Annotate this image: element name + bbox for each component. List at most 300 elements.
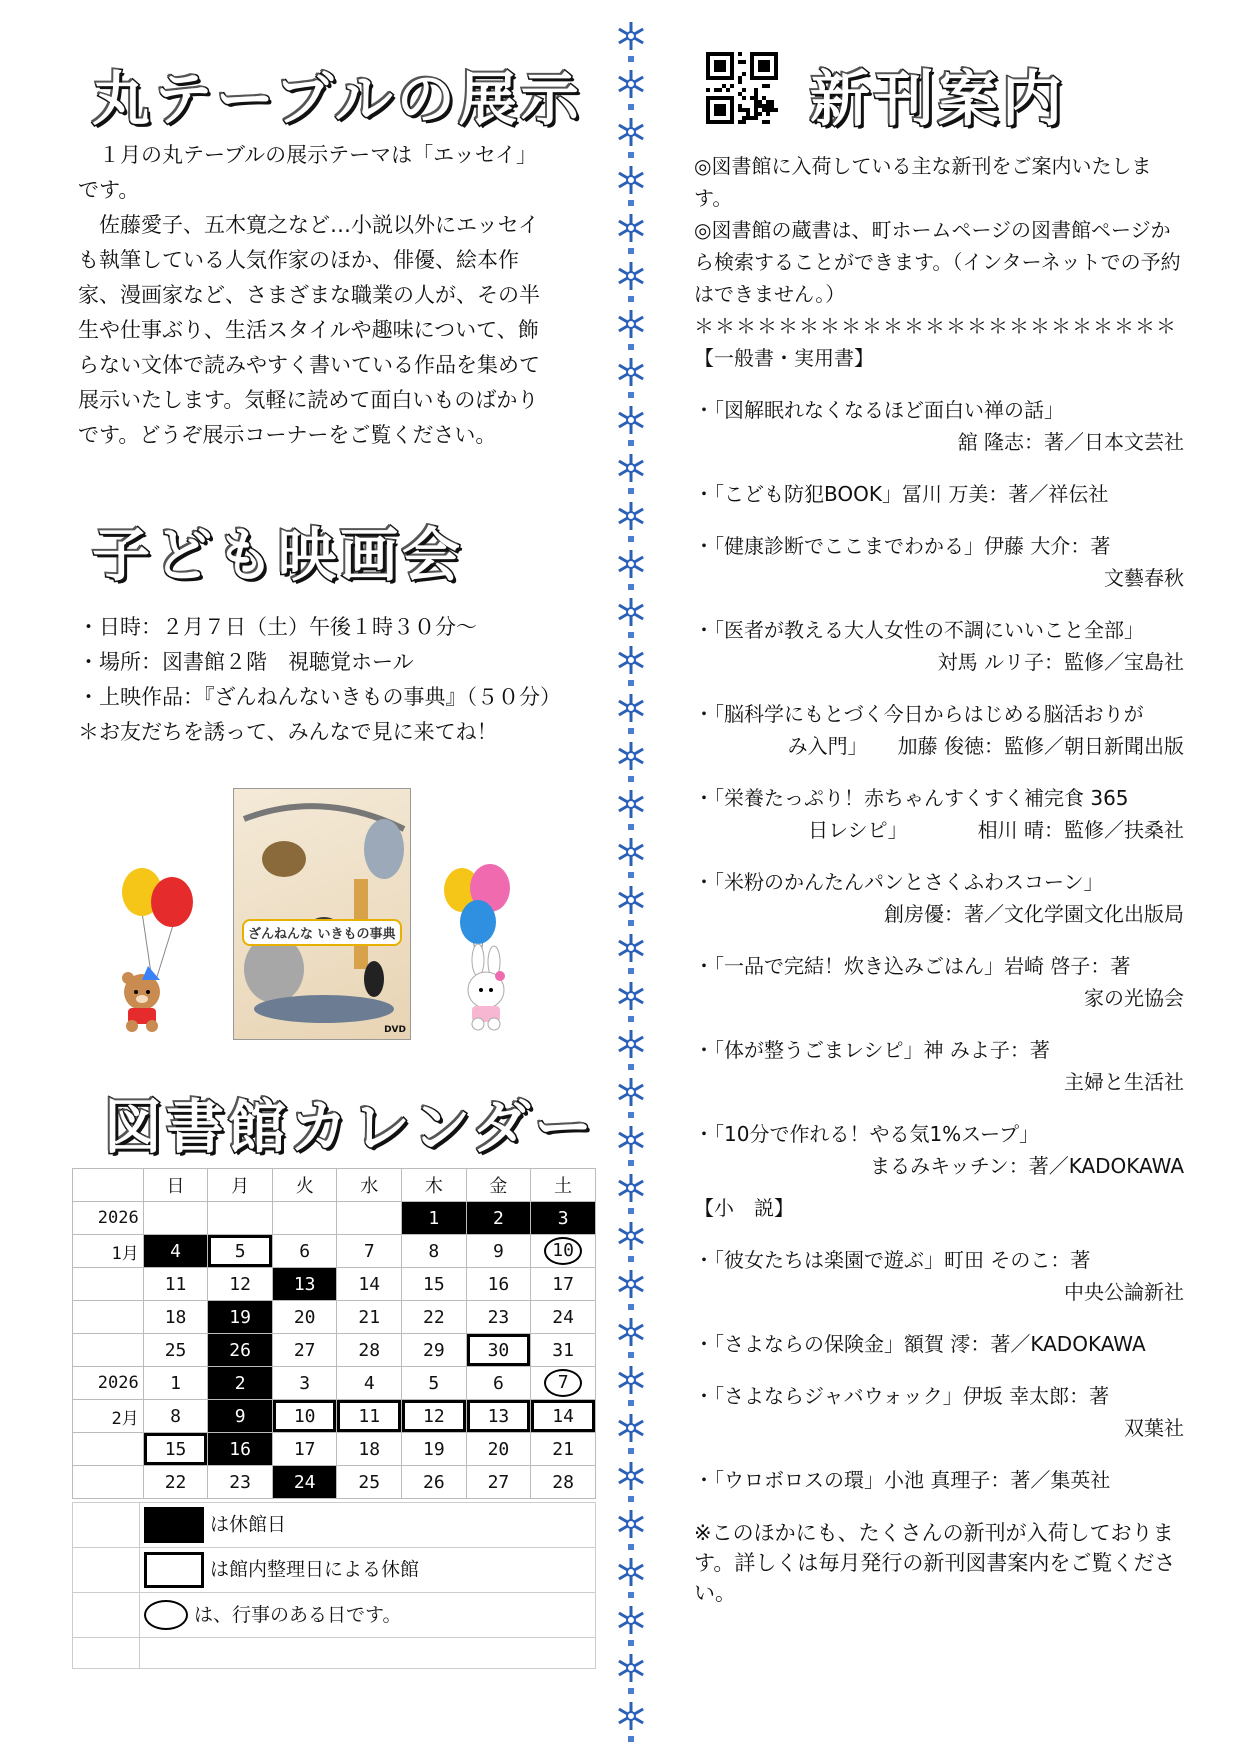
new-books-title: 新刊案内 bbox=[810, 65, 1066, 135]
calendar-day-cell bbox=[143, 1268, 208, 1301]
calendar-day-cell bbox=[531, 1433, 596, 1466]
calendar-day-cell bbox=[466, 1235, 531, 1268]
divider-dot bbox=[628, 536, 634, 542]
calendar-day-cell bbox=[272, 1367, 337, 1400]
stars-separator: ＊＊＊＊＊＊＊＊＊＊＊＊＊＊＊＊＊＊＊＊＊＊＊ bbox=[694, 314, 1177, 338]
book-author: 舘 隆志：著／日本文芸社 bbox=[957, 430, 1184, 454]
book-author: み入門」 加藤 俊徳：監修／朝日新聞出版 bbox=[787, 734, 1184, 758]
calendar-day-cell bbox=[337, 1334, 402, 1367]
snowflake-icon bbox=[619, 1318, 643, 1346]
snowflake-icon bbox=[619, 1030, 643, 1058]
calendar-day-number: 2 bbox=[234, 1372, 246, 1394]
snowflake-icon bbox=[619, 358, 643, 386]
library-calendar bbox=[72, 1168, 596, 1499]
new-books-section bbox=[694, 150, 1184, 1608]
legend-event-label: は、行事のある日です。 bbox=[194, 1603, 402, 1626]
calendar-day-number: 1 bbox=[428, 1207, 440, 1229]
calendar-day-cell bbox=[531, 1235, 596, 1268]
book-title: ・「さよならの保険金」額賀 澪：著／KADOKAWA bbox=[694, 1332, 1146, 1356]
general-book-list bbox=[694, 394, 1184, 1182]
weekday-mon: 月 bbox=[208, 1169, 273, 1202]
legend-spacer bbox=[73, 1638, 140, 1669]
dvd-cover bbox=[233, 788, 411, 1040]
divider-dot bbox=[628, 1496, 634, 1502]
calendar-day-number: 17 bbox=[552, 1273, 574, 1295]
calendar-day-number: 20 bbox=[487, 1438, 510, 1460]
calendar-day-number: 5 bbox=[234, 1240, 246, 1262]
weekday-sun: 日 bbox=[143, 1169, 208, 1202]
divider-dot bbox=[628, 1256, 634, 1262]
calendar-day-cell bbox=[402, 1334, 467, 1367]
legend-closed-label: は休館日 bbox=[210, 1513, 287, 1536]
book-author: 対馬 ルリ子：監修／宝島社 bbox=[937, 650, 1184, 674]
calendar-day-cell bbox=[466, 1301, 531, 1334]
calendar-row-label bbox=[73, 1301, 144, 1334]
book-author: 文藝春秋 bbox=[1104, 566, 1184, 590]
divider-dot bbox=[628, 248, 634, 254]
calendar-day-number: 10 bbox=[293, 1405, 316, 1427]
snowflake-icon bbox=[619, 1270, 643, 1298]
divider-dot bbox=[628, 680, 634, 686]
book-title: ・「こども防犯BOOK」冨川 万美：著／祥伝社 bbox=[694, 482, 1109, 506]
calendar-day-number: 26 bbox=[423, 1471, 445, 1493]
calendar-day-cell bbox=[208, 1367, 273, 1400]
book-entry bbox=[694, 478, 1184, 510]
calendar-title: 図書館カレンダー bbox=[104, 1093, 597, 1161]
calendar-day-cell bbox=[208, 1433, 273, 1466]
book-entry bbox=[694, 1380, 1184, 1444]
calendar-row-label bbox=[73, 1433, 144, 1466]
divider-dot bbox=[628, 488, 634, 494]
calendar-row-label: 2月 bbox=[73, 1400, 144, 1433]
calendar-row-label bbox=[73, 1466, 144, 1499]
divider-dot bbox=[628, 1448, 634, 1454]
snowflake-icon bbox=[619, 214, 643, 242]
divider-dot bbox=[628, 584, 634, 590]
snowflake-icon bbox=[619, 454, 643, 482]
calendar-day-cell bbox=[402, 1268, 467, 1301]
legend-event bbox=[140, 1593, 596, 1638]
calendar-day-number: 15 bbox=[164, 1438, 187, 1460]
exhibit-paragraph-1: １月の丸テーブルの展示テーマは「エッセイ」です。 bbox=[78, 143, 538, 202]
book-entry bbox=[694, 1034, 1184, 1098]
novel-book-list bbox=[694, 1244, 1184, 1496]
movie-info bbox=[78, 610, 608, 750]
calendar-day-number: 25 bbox=[358, 1471, 381, 1493]
book-author: 日レシピ」 相川 晴：監修／扶桑社 bbox=[808, 818, 1184, 842]
snowflake-icon bbox=[619, 982, 643, 1010]
snowflake-icon bbox=[619, 598, 643, 626]
calendar-day-number: 23 bbox=[487, 1306, 510, 1328]
calendar-day-cell bbox=[402, 1367, 467, 1400]
book-author: 主婦と生活社 bbox=[1064, 1070, 1184, 1094]
animals-illustration bbox=[234, 789, 410, 1039]
calendar-row-label: 2026 bbox=[73, 1202, 144, 1235]
calendar-day-number: 2 bbox=[493, 1207, 504, 1229]
calendar-day-cell bbox=[531, 1400, 596, 1433]
snowflake-icon bbox=[619, 502, 643, 530]
calendar-day-cell bbox=[337, 1367, 402, 1400]
calendar-day-number: 14 bbox=[358, 1273, 381, 1295]
calendar-day-cell bbox=[466, 1367, 531, 1400]
closed-swatch bbox=[144, 1507, 204, 1543]
weekday-tue: 火 bbox=[272, 1169, 337, 1202]
calendar-day-cell bbox=[531, 1301, 596, 1334]
legend-spacer bbox=[73, 1593, 140, 1638]
calendar-day-number: 12 bbox=[229, 1273, 251, 1295]
snowflake-icon bbox=[619, 1654, 643, 1682]
event-circle-icon bbox=[144, 1600, 188, 1630]
snowflake-icon bbox=[619, 22, 643, 50]
divider-dot bbox=[628, 1016, 634, 1022]
calendar-week-row bbox=[73, 1268, 596, 1301]
calendar-day-cell bbox=[143, 1400, 208, 1433]
divider-dot bbox=[628, 1592, 634, 1598]
calendar-day-cell bbox=[272, 1301, 337, 1334]
book-entry bbox=[694, 1244, 1184, 1308]
calendar-day-number: 12 bbox=[423, 1405, 445, 1427]
calendar-day-number: 8 bbox=[428, 1240, 440, 1262]
calendar-day-cell bbox=[337, 1202, 402, 1235]
book-author: 家の光協会 bbox=[1084, 986, 1184, 1010]
calendar-day-cell bbox=[337, 1433, 402, 1466]
calendar-day-number: 4 bbox=[170, 1240, 181, 1262]
movie-title: 子ども映画会 bbox=[92, 521, 465, 589]
exhibit-paragraph-2: 佐藤愛子、五木寛之など…小説以外にエッセイも執筆している人気作家のほか、俳優、絵本作家、漫画家など、さまざまな職業の人が、その半生や仕事ぶり、生活スタイルや趣味について、飾らない文体で読みやすく書いている作品を集めて展示いたします。気軽に読めて面白いものばかりです。どうぞ展示コーナーをご覧ください。 bbox=[78, 213, 540, 447]
novel-heading: 【小 説】 bbox=[694, 1196, 794, 1220]
snowflake-icon bbox=[619, 934, 643, 962]
book-entry bbox=[694, 1328, 1184, 1360]
divider-dot bbox=[628, 728, 634, 734]
book-entry bbox=[694, 530, 1184, 594]
calendar-day-cell bbox=[531, 1202, 596, 1235]
calendar-day-cell bbox=[208, 1301, 273, 1334]
book-entry bbox=[694, 394, 1184, 458]
legend-blank bbox=[140, 1638, 596, 1669]
calendar-day-number: 19 bbox=[423, 1438, 445, 1460]
snowflake-icon bbox=[619, 262, 643, 290]
snowflake-icon bbox=[619, 1414, 643, 1442]
legend-closed bbox=[140, 1503, 596, 1548]
divider-dot bbox=[628, 200, 634, 206]
divider-dot bbox=[628, 1640, 634, 1646]
divider-dot bbox=[628, 776, 634, 782]
snowflake-icon bbox=[619, 1462, 643, 1490]
book-title: ・「医者が教える大人女性の不調にいいこと全部」 bbox=[694, 618, 1144, 642]
calendar-day-number: 9 bbox=[493, 1240, 504, 1262]
calendar-week-row bbox=[73, 1466, 596, 1499]
calendar-day-number: 13 bbox=[487, 1405, 510, 1427]
divider-dot bbox=[628, 392, 634, 398]
book-title: ・「一品で完結！炊き込みごはん」岩崎 啓子：著 bbox=[694, 954, 1131, 978]
calendar-day-cell bbox=[272, 1400, 337, 1433]
snowflake-icon bbox=[619, 1558, 643, 1586]
divider-dot bbox=[628, 872, 634, 878]
divider-dot bbox=[628, 1688, 634, 1694]
calendar-day-number: 16 bbox=[487, 1273, 510, 1295]
calendar-day-cell bbox=[272, 1202, 337, 1235]
movie-date: ・日時：２月７日（土）午後１時３０分～ bbox=[78, 615, 477, 639]
calendar-day-cell bbox=[466, 1466, 531, 1499]
weekday-wed: 水 bbox=[337, 1169, 402, 1202]
snowflake-icon bbox=[619, 166, 643, 194]
calendar-day-number: 3 bbox=[299, 1372, 311, 1394]
book-title: ・「さよならジャバウォック」伊坂 幸太郎：著 bbox=[694, 1384, 1110, 1408]
divider-dot bbox=[628, 1208, 634, 1214]
snowflake-icon bbox=[619, 1702, 643, 1730]
snowflake-icon bbox=[619, 742, 643, 770]
calendar-day-cell bbox=[337, 1466, 402, 1499]
bunny-balloon-illustration bbox=[438, 862, 528, 1032]
snowflake-icon bbox=[619, 886, 643, 914]
calendar-day-number: 21 bbox=[358, 1306, 381, 1328]
bear-balloon-illustration bbox=[112, 862, 202, 1032]
calendar-day-number: 11 bbox=[358, 1405, 381, 1427]
book-entry bbox=[694, 698, 1184, 762]
book-entry bbox=[694, 614, 1184, 678]
calendar-day-cell bbox=[402, 1301, 467, 1334]
calendar-day-cell bbox=[272, 1235, 337, 1268]
calendar-row-label: 1月 bbox=[73, 1235, 144, 1268]
calendar-day-cell bbox=[466, 1433, 531, 1466]
intro-2: ◎図書館の蔵書は、町ホームページの図書館ページから検索することができます。（インターネットでの予約はできません。） bbox=[694, 218, 1181, 306]
book-entry bbox=[694, 782, 1184, 846]
exhibit-body bbox=[78, 138, 558, 453]
calendar-day-cell bbox=[402, 1466, 467, 1499]
calendar-day-number: 20 bbox=[293, 1306, 316, 1328]
calendar-day-number: 27 bbox=[293, 1339, 316, 1361]
weekday-sat: 土 bbox=[531, 1169, 596, 1202]
snowflake-icon bbox=[619, 1510, 643, 1538]
legend-spacer bbox=[73, 1548, 140, 1593]
calendar-day-cell bbox=[531, 1367, 596, 1400]
book-title: ・「米粉のかんたんパンとさくふわスコーン」 bbox=[694, 870, 1104, 894]
calendar-day-cell bbox=[208, 1400, 273, 1433]
calendar-day-cell bbox=[208, 1235, 273, 1268]
calendar-day-number: 22 bbox=[164, 1471, 187, 1493]
calendar-day-cell bbox=[272, 1433, 337, 1466]
calendar-day-number: 26 bbox=[229, 1339, 251, 1361]
book-title: ・「体が整うごまレシピ」神 みよ子：著 bbox=[694, 1038, 1050, 1062]
book-title: ・「10分で作れる！やる気1%スープ」 bbox=[694, 1122, 1040, 1146]
snowflake-icon bbox=[619, 1366, 643, 1394]
footer-note: ※このほかにも、たくさんの新刊が入荷しております。詳しくは毎月発行の新刊図書案内をご覧ください。 bbox=[694, 1521, 1176, 1605]
book-author: 創房優：著／文化学園文化出版局 bbox=[884, 902, 1184, 926]
divider-dot bbox=[628, 1544, 634, 1550]
snowflake-icon bbox=[619, 646, 643, 674]
book-entry bbox=[694, 950, 1184, 1014]
calendar-day-number: 14 bbox=[552, 1405, 574, 1427]
calendar-day-number: 6 bbox=[493, 1372, 504, 1394]
snowflake-icon bbox=[619, 70, 643, 98]
snowflake-icon bbox=[619, 118, 643, 146]
calendar-corner bbox=[73, 1169, 144, 1202]
calendar-day-cell bbox=[272, 1334, 337, 1367]
calendar-day-cell bbox=[143, 1334, 208, 1367]
snowflake-icon bbox=[619, 1174, 643, 1202]
divider-dot bbox=[628, 440, 634, 446]
exhibit-title: 丸テーブルの展示 bbox=[92, 65, 583, 133]
calendar-day-cell bbox=[143, 1235, 208, 1268]
divider-dot bbox=[628, 1064, 634, 1070]
book-entry bbox=[694, 1464, 1184, 1496]
calendar-day-number: 18 bbox=[164, 1306, 187, 1328]
calendar-day-cell bbox=[143, 1301, 208, 1334]
dvd-title: ざんねんな いきもの事典 bbox=[242, 919, 402, 946]
calendar-day-cell bbox=[466, 1268, 531, 1301]
calendar-week-row bbox=[73, 1400, 596, 1433]
calendar-day-number: 27 bbox=[487, 1471, 510, 1493]
snowflake-icon bbox=[619, 694, 643, 722]
calendar-day-cell bbox=[402, 1400, 467, 1433]
calendar-day-number: 8 bbox=[170, 1405, 181, 1427]
calendar-day-cell bbox=[337, 1301, 402, 1334]
legend-spacer bbox=[73, 1503, 140, 1548]
calendar-day-cell bbox=[402, 1202, 467, 1235]
snowflake-divider bbox=[612, 22, 650, 1752]
calendar-day-cell bbox=[143, 1367, 208, 1400]
calendar-week-row bbox=[73, 1433, 596, 1466]
calendar-day-number: 9 bbox=[234, 1405, 246, 1427]
divider-dot bbox=[628, 104, 634, 110]
calendar-day-cell bbox=[466, 1202, 531, 1235]
calendar-day-cell bbox=[531, 1466, 596, 1499]
calendar-row-label: 2026 bbox=[73, 1367, 144, 1400]
book-entry bbox=[694, 1118, 1184, 1182]
calendar-week-row bbox=[73, 1367, 596, 1400]
divider-dot bbox=[628, 1400, 634, 1406]
book-author: 中央公論新社 bbox=[1064, 1280, 1184, 1304]
calendar-day-number: 21 bbox=[552, 1438, 574, 1460]
book-title: ・「彼女たちは楽園で遊ぶ」町田 そのこ：著 bbox=[694, 1248, 1091, 1272]
snowflake-icon bbox=[619, 1606, 643, 1634]
snowflake-icon bbox=[619, 1222, 643, 1250]
divider-dot bbox=[628, 296, 634, 302]
calendar-day-number: 11 bbox=[164, 1273, 187, 1295]
calendar-day-number: 25 bbox=[164, 1339, 187, 1361]
book-author: まるみキッチン：著／KADOKAWA bbox=[870, 1154, 1184, 1178]
movie-work: ・上映作品：『ざんねんないきもの事典』（５０分） bbox=[78, 685, 561, 709]
calendar-day-number: 16 bbox=[229, 1438, 251, 1460]
dvd-badge: DVD bbox=[384, 1025, 406, 1035]
weekday-thu: 木 bbox=[402, 1169, 467, 1202]
movie-note: ＊お友だちを誘って、みんなで見に来てね！ bbox=[78, 720, 498, 744]
calendar-day-number: 29 bbox=[423, 1339, 445, 1361]
weekday-fri: 金 bbox=[466, 1169, 531, 1202]
calendar-day-number: 15 bbox=[423, 1273, 445, 1295]
calendar-day-number: 17 bbox=[293, 1438, 316, 1460]
divider-dot bbox=[628, 1352, 634, 1358]
snowflake-icon bbox=[619, 838, 643, 866]
calendar-row-label bbox=[73, 1334, 144, 1367]
book-author: 双葉社 bbox=[1124, 1416, 1184, 1440]
snowflake-icon bbox=[619, 1126, 643, 1154]
divider-dot bbox=[628, 1112, 634, 1118]
divider-dot bbox=[628, 1160, 634, 1166]
calendar-day-number: 22 bbox=[423, 1306, 445, 1328]
calendar-weekday-row bbox=[73, 1169, 596, 1202]
calendar-day-cell bbox=[531, 1334, 596, 1367]
calendar-day-cell bbox=[337, 1235, 402, 1268]
calendar-day-number: 7 bbox=[544, 1369, 582, 1397]
divider-dot bbox=[628, 920, 634, 926]
calendar-day-number: 30 bbox=[487, 1339, 510, 1361]
calendar-day-number: 23 bbox=[229, 1471, 251, 1493]
book-title: ・「栄養たっぷり！赤ちゃんすくすく補完食 365 bbox=[694, 786, 1129, 810]
calendar-day-cell bbox=[466, 1400, 531, 1433]
book-entry bbox=[694, 866, 1184, 930]
calendar-day-cell bbox=[402, 1235, 467, 1268]
calendar-day-cell bbox=[208, 1268, 273, 1301]
book-title: ・「健康診断でここまでわかる」伊藤 大介：著 bbox=[694, 534, 1111, 558]
calendar-day-number: 18 bbox=[358, 1438, 381, 1460]
book-title: ・「ウロボロスの環」小池 真理子：著／集英社 bbox=[694, 1468, 1111, 1492]
snowflake-icon bbox=[619, 790, 643, 818]
divider-dot bbox=[628, 1304, 634, 1310]
book-title: ・「脳科学にもとづく今日からはじめる脳活おりが bbox=[694, 702, 1144, 726]
calendar-day-number: 5 bbox=[428, 1372, 440, 1394]
snowflake-icon bbox=[619, 406, 643, 434]
calendar-day-number: 24 bbox=[293, 1471, 316, 1493]
snowflake-icon bbox=[619, 310, 643, 338]
calendar-day-number: 1 bbox=[170, 1372, 181, 1394]
calendar-day-cell bbox=[466, 1334, 531, 1367]
general-heading: 【一般書・実用書】 bbox=[694, 346, 874, 370]
calendar-day-cell bbox=[531, 1268, 596, 1301]
divider-dot bbox=[628, 1736, 634, 1742]
calendar-day-cell bbox=[272, 1466, 337, 1499]
calendar-day-number: 28 bbox=[358, 1339, 381, 1361]
divider-dot bbox=[628, 56, 634, 62]
legend-maintenance-label: は館内整理日による休館 bbox=[210, 1558, 420, 1581]
divider-dot bbox=[628, 344, 634, 350]
calendar-day-cell bbox=[272, 1268, 337, 1301]
snowflake-icon bbox=[619, 550, 643, 578]
calendar-week-row bbox=[73, 1202, 596, 1235]
calendar-day-number: 10 bbox=[544, 1237, 582, 1265]
calendar-day-cell bbox=[337, 1268, 402, 1301]
book-title: ・「図解眠れなくなるほど面白い禅の話」 bbox=[694, 398, 1064, 422]
calendar-day-number: 31 bbox=[552, 1339, 574, 1361]
calendar-day-cell bbox=[208, 1202, 273, 1235]
calendar-legend bbox=[72, 1502, 596, 1669]
maintenance-swatch bbox=[144, 1552, 204, 1588]
calendar-day-cell bbox=[208, 1466, 273, 1499]
calendar-day-number: 6 bbox=[299, 1240, 311, 1262]
divider-dot bbox=[628, 824, 634, 830]
divider-dot bbox=[628, 968, 634, 974]
calendar-day-number: 4 bbox=[363, 1372, 375, 1394]
movie-place: ・場所：図書館２階 視聴覚ホール bbox=[78, 650, 414, 674]
divider-dot bbox=[628, 152, 634, 158]
calendar-day-cell bbox=[143, 1466, 208, 1499]
calendar-day-number: 24 bbox=[552, 1306, 574, 1328]
calendar-day-number: 7 bbox=[363, 1240, 375, 1262]
divider-dot bbox=[628, 632, 634, 638]
calendar-week-row bbox=[73, 1301, 596, 1334]
calendar-week-row bbox=[73, 1334, 596, 1367]
calendar-day-cell bbox=[337, 1400, 402, 1433]
calendar-day-number: 13 bbox=[293, 1273, 316, 1295]
snowflake-icon bbox=[619, 1078, 643, 1106]
calendar-day-cell bbox=[208, 1334, 273, 1367]
qr-code-icon bbox=[706, 52, 778, 124]
calendar-row-label bbox=[73, 1268, 144, 1301]
calendar-day-number: 3 bbox=[557, 1207, 569, 1229]
calendar-day-cell bbox=[143, 1202, 208, 1235]
calendar-day-number: 28 bbox=[552, 1471, 574, 1493]
calendar-week-row bbox=[73, 1235, 596, 1268]
